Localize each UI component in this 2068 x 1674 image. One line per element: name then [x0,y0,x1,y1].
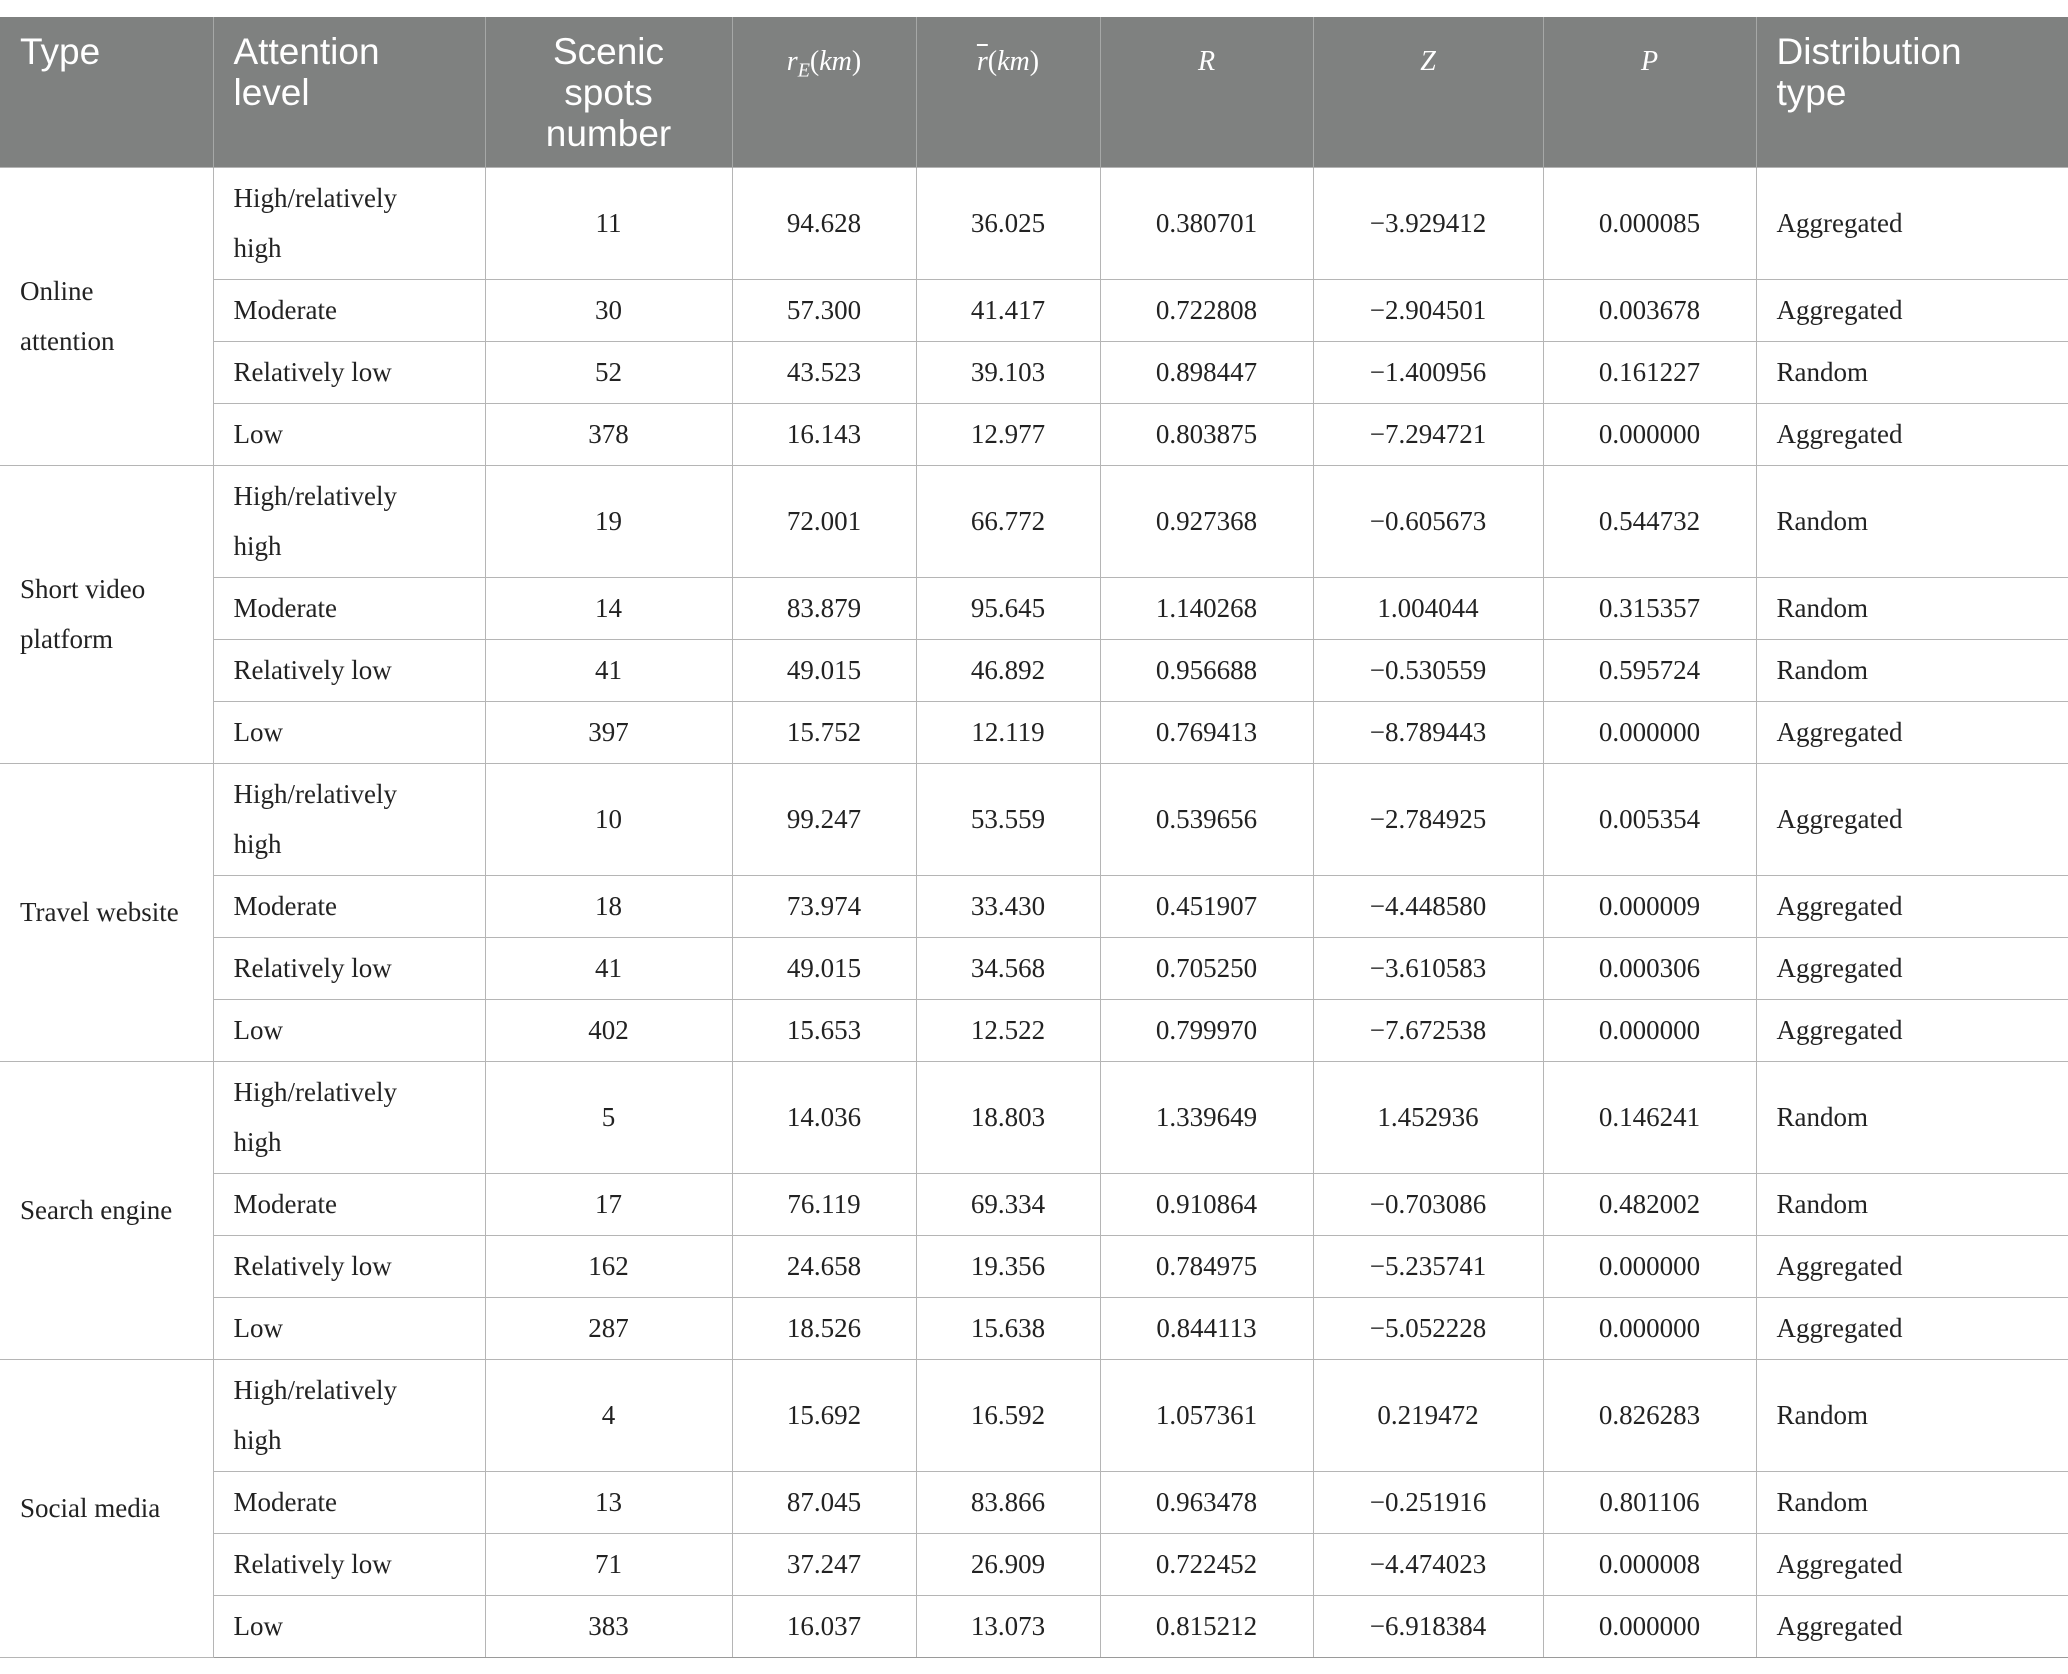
cell-attention-level: High/relatively high [213,1061,485,1173]
cell-scenic-spots-number: 4 [485,1359,732,1471]
cell-z: −2.784925 [1313,763,1543,875]
cell-r: 0.784975 [1100,1235,1313,1297]
cell-attention-level: Moderate [213,1471,485,1533]
cell-p: 0.544732 [1543,465,1756,577]
table-row [0,1297,2068,1359]
cell-scenic-spots-number: 402 [485,999,732,1061]
cell-scenic-spots-number: 383 [485,1595,732,1657]
cell-z: −4.474023 [1313,1533,1543,1595]
cell-re: 16.143 [732,403,916,465]
cell-rbar: 36.025 [916,167,1100,279]
cell-scenic-spots-number: 71 [485,1533,732,1595]
cell-scenic-spots-number: 19 [485,465,732,577]
cell-distribution-type: Aggregated [1756,875,2068,937]
cell-rbar: 34.568 [916,937,1100,999]
cell-attention-level: Moderate [213,1173,485,1235]
table-row [0,1533,2068,1595]
cell-re: 43.523 [732,341,916,403]
table-row [0,403,2068,465]
cell-distribution-type: Aggregated [1756,1533,2068,1595]
cell-z: −0.703086 [1313,1173,1543,1235]
cell-p: 0.000085 [1543,167,1756,279]
cell-z: −7.294721 [1313,403,1543,465]
cell-r: 0.803875 [1100,403,1313,465]
header-r: R [1100,17,1313,167]
cell-rbar: 19.356 [916,1235,1100,1297]
cell-z: −4.448580 [1313,875,1543,937]
cell-distribution-type: Aggregated [1756,403,2068,465]
cell-r: 1.140268 [1100,577,1313,639]
cell-p: 0.003678 [1543,279,1756,341]
cell-z: −0.605673 [1313,465,1543,577]
cell-distribution-type: Random [1756,1061,2068,1173]
cell-rbar: 16.592 [916,1359,1100,1471]
cell-attention-level: Moderate [213,279,485,341]
cell-scenic-spots-number: 162 [485,1235,732,1297]
cell-r: 0.963478 [1100,1471,1313,1533]
cell-p: 0.000000 [1543,1297,1756,1359]
cell-scenic-spots-number: 18 [485,875,732,937]
cell-rbar: 95.645 [916,577,1100,639]
cell-type: Travel website [0,763,213,1061]
cell-rbar: 12.977 [916,403,1100,465]
cell-scenic-spots-number: 10 [485,763,732,875]
cell-scenic-spots-number: 378 [485,403,732,465]
cell-attention-level: Low [213,701,485,763]
cell-rbar: 46.892 [916,639,1100,701]
cell-attention-level: Moderate [213,875,485,937]
cell-r: 0.927368 [1100,465,1313,577]
cell-re: 87.045 [732,1471,916,1533]
cell-scenic-spots-number: 41 [485,639,732,701]
cell-distribution-type: Random [1756,1471,2068,1533]
cell-scenic-spots-number: 11 [485,167,732,279]
table-row [0,875,2068,937]
cell-z: −6.918384 [1313,1595,1543,1657]
cell-re: 49.015 [732,937,916,999]
cell-r: 0.815212 [1100,1595,1313,1657]
header-attention-level: Attention level [213,17,485,167]
cell-z: −8.789443 [1313,701,1543,763]
cell-p: 0.000009 [1543,875,1756,937]
table-row [0,1595,2068,1657]
cell-scenic-spots-number: 287 [485,1297,732,1359]
cell-re: 15.752 [732,701,916,763]
cell-scenic-spots-number: 30 [485,279,732,341]
cell-z: 1.004044 [1313,577,1543,639]
table-row [0,763,2068,875]
cell-distribution-type: Aggregated [1756,167,2068,279]
cell-re: 24.658 [732,1235,916,1297]
table-row [0,999,2068,1061]
cell-re: 94.628 [732,167,916,279]
cell-z: −7.672538 [1313,999,1543,1061]
table-row [0,465,2068,577]
cell-distribution-type: Random [1756,1359,2068,1471]
cell-attention-level: Moderate [213,577,485,639]
cell-r: 0.451907 [1100,875,1313,937]
cell-distribution-type: Aggregated [1756,279,2068,341]
cell-z: −2.904501 [1313,279,1543,341]
cell-p: 0.000306 [1543,937,1756,999]
table-body [0,167,2068,1657]
cell-z: −5.052228 [1313,1297,1543,1359]
table-row [0,1173,2068,1235]
cell-distribution-type: Random [1756,639,2068,701]
cell-z: 1.452936 [1313,1061,1543,1173]
cell-rbar: 15.638 [916,1297,1100,1359]
cell-rbar: 83.866 [916,1471,1100,1533]
cell-r: 0.722808 [1100,279,1313,341]
table-row [0,1359,2068,1471]
cell-p: 0.315357 [1543,577,1756,639]
cell-scenic-spots-number: 13 [485,1471,732,1533]
cell-attention-level: Relatively low [213,639,485,701]
cell-attention-level: Relatively low [213,937,485,999]
cell-rbar: 33.430 [916,875,1100,937]
cell-r: 1.339649 [1100,1061,1313,1173]
cell-attention-level: Low [213,999,485,1061]
cell-r: 0.898447 [1100,341,1313,403]
cell-p: 0.482002 [1543,1173,1756,1235]
header-type: Type [0,17,213,167]
cell-rbar: 13.073 [916,1595,1100,1657]
cell-p: 0.000000 [1543,999,1756,1061]
cell-r: 0.380701 [1100,167,1313,279]
cell-distribution-type: Aggregated [1756,1235,2068,1297]
cell-p: 0.000008 [1543,1533,1756,1595]
cell-r: 0.539656 [1100,763,1313,875]
cell-attention-level: High/relatively high [213,167,485,279]
cell-re: 72.001 [732,465,916,577]
cell-rbar: 69.334 [916,1173,1100,1235]
cell-scenic-spots-number: 5 [485,1061,732,1173]
cell-re: 37.247 [732,1533,916,1595]
cell-scenic-spots-number: 17 [485,1173,732,1235]
cell-z: −0.530559 [1313,639,1543,701]
cell-re: 99.247 [732,763,916,875]
cell-distribution-type: Aggregated [1756,1595,2068,1657]
cell-rbar: 12.119 [916,701,1100,763]
cell-attention-level: Relatively low [213,1533,485,1595]
cell-type: Online attention [0,167,213,465]
cell-r: 0.705250 [1100,937,1313,999]
cell-type: Social media [0,1359,213,1657]
cell-distribution-type: Random [1756,465,2068,577]
cell-rbar: 53.559 [916,763,1100,875]
cell-rbar: 66.772 [916,465,1100,577]
cell-distribution-type: Random [1756,1173,2068,1235]
cell-rbar: 41.417 [916,279,1100,341]
cell-distribution-type: Aggregated [1756,1297,2068,1359]
header-scenic-spots-number: Scenic spots number [485,17,732,167]
header-p: P [1543,17,1756,167]
cell-r: 0.722452 [1100,1533,1313,1595]
table-row [0,1061,2068,1173]
cell-attention-level: High/relatively high [213,1359,485,1471]
cell-attention-level: Low [213,403,485,465]
cell-z: −1.400956 [1313,341,1543,403]
header-distribution-type: Distribution type [1756,17,2068,167]
cell-z: −0.251916 [1313,1471,1543,1533]
table-row [0,1235,2068,1297]
cell-attention-level: High/relatively high [213,465,485,577]
cell-z: −3.610583 [1313,937,1543,999]
cell-re: 76.119 [732,1173,916,1235]
cell-p: 0.826283 [1543,1359,1756,1471]
cell-rbar: 18.803 [916,1061,1100,1173]
cell-re: 15.653 [732,999,916,1061]
cell-scenic-spots-number: 52 [485,341,732,403]
cell-re: 57.300 [732,279,916,341]
cell-distribution-type: Aggregated [1756,763,2068,875]
cell-re: 14.036 [732,1061,916,1173]
cell-r: 1.057361 [1100,1359,1313,1471]
cell-attention-level: Relatively low [213,341,485,403]
cell-r: 0.769413 [1100,701,1313,763]
cell-type: Short video platform [0,465,213,763]
cell-distribution-type: Aggregated [1756,999,2068,1061]
cell-z: −5.235741 [1313,1235,1543,1297]
header-z: Z [1313,17,1543,167]
cell-p: 0.801106 [1543,1471,1756,1533]
cell-distribution-type: Aggregated [1756,701,2068,763]
cell-attention-level: Relatively low [213,1235,485,1297]
cell-re: 15.692 [732,1359,916,1471]
cell-re: 49.015 [732,639,916,701]
cell-r: 0.910864 [1100,1173,1313,1235]
table-row [0,341,2068,403]
cell-p: 0.595724 [1543,639,1756,701]
table-row [0,937,2068,999]
header-re-km: $r_E(km)$ [732,17,916,167]
cell-scenic-spots-number: 41 [485,937,732,999]
table-row [0,279,2068,341]
table-row [0,577,2068,639]
cell-p: 0.005354 [1543,763,1756,875]
cell-rbar: 26.909 [916,1533,1100,1595]
cell-scenic-spots-number: 14 [485,577,732,639]
cell-attention-level: Low [213,1595,485,1657]
cell-z: 0.219472 [1313,1359,1543,1471]
cell-re: 18.526 [732,1297,916,1359]
cell-rbar: 39.103 [916,341,1100,403]
header-rbar-km: $\overline{r}(km)$ [916,17,1100,167]
table-header [0,17,2068,167]
cell-r: 0.844113 [1100,1297,1313,1359]
table-row [0,701,2068,763]
cell-type: Search engine [0,1061,213,1359]
cell-r: 0.799970 [1100,999,1313,1061]
cell-rbar: 12.522 [916,999,1100,1061]
cell-re: 73.974 [732,875,916,937]
cell-p: 0.000000 [1543,403,1756,465]
cell-scenic-spots-number: 397 [485,701,732,763]
cell-p: 0.000000 [1543,1595,1756,1657]
header-row [0,17,2068,167]
cell-distribution-type: Aggregated [1756,937,2068,999]
cell-r: 0.956688 [1100,639,1313,701]
cell-z: −3.929412 [1313,167,1543,279]
cell-distribution-type: Random [1756,341,2068,403]
table-row [0,167,2068,279]
cell-p: 0.161227 [1543,341,1756,403]
cell-re: 83.879 [732,577,916,639]
cell-re: 16.037 [732,1595,916,1657]
cell-attention-level: Low [213,1297,485,1359]
cell-p: 0.000000 [1543,701,1756,763]
table-row [0,639,2068,701]
cell-p: 0.000000 [1543,1235,1756,1297]
table-row [0,1471,2068,1533]
cell-distribution-type: Random [1756,577,2068,639]
cell-attention-level: High/relatively high [213,763,485,875]
cell-p: 0.146241 [1543,1061,1756,1173]
nearest-neighbor-table [0,17,2068,1658]
